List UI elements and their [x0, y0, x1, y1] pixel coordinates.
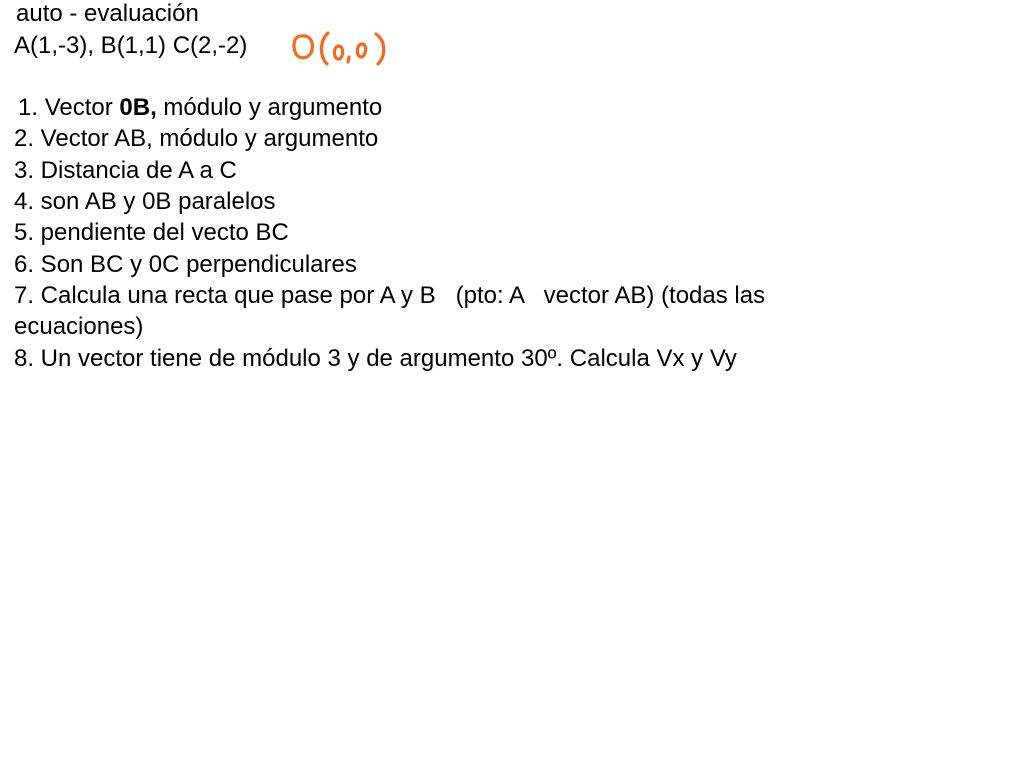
points-definition: A(1,-3), B(1,1) C(2,-2)	[14, 32, 248, 59]
question-2: 2. Vector AB, módulo y argumento	[14, 125, 379, 152]
question-4: 4. son AB y 0B paralelos	[14, 188, 276, 215]
question-7-continuation: ecuaciones)	[14, 313, 144, 340]
question-7: 7. Calcula una recta que pase por A y B (pto: A vector AB) (todas las	[14, 282, 766, 309]
handwritten-origin-note	[288, 26, 396, 70]
question-1-vector: 0B,	[119, 94, 157, 121]
page-title: auto - evaluación	[16, 0, 199, 27]
question-3: 3. Distancia de A a C	[14, 157, 237, 184]
question-5: 5. pendiente del vecto BC	[14, 219, 289, 246]
question-6: 6. Son BC y 0C perpendiculares	[14, 251, 357, 278]
question-8: 8. Un vector tiene de módulo 3 y de argumento 30º. Calcula Vx y Vy	[14, 345, 737, 372]
question-1-post: módulo y argumento	[156, 94, 383, 121]
question-1	[18, 94, 382, 122]
question-1-pre: Vector	[44, 94, 120, 121]
question-1-number: 1.	[18, 94, 39, 121]
